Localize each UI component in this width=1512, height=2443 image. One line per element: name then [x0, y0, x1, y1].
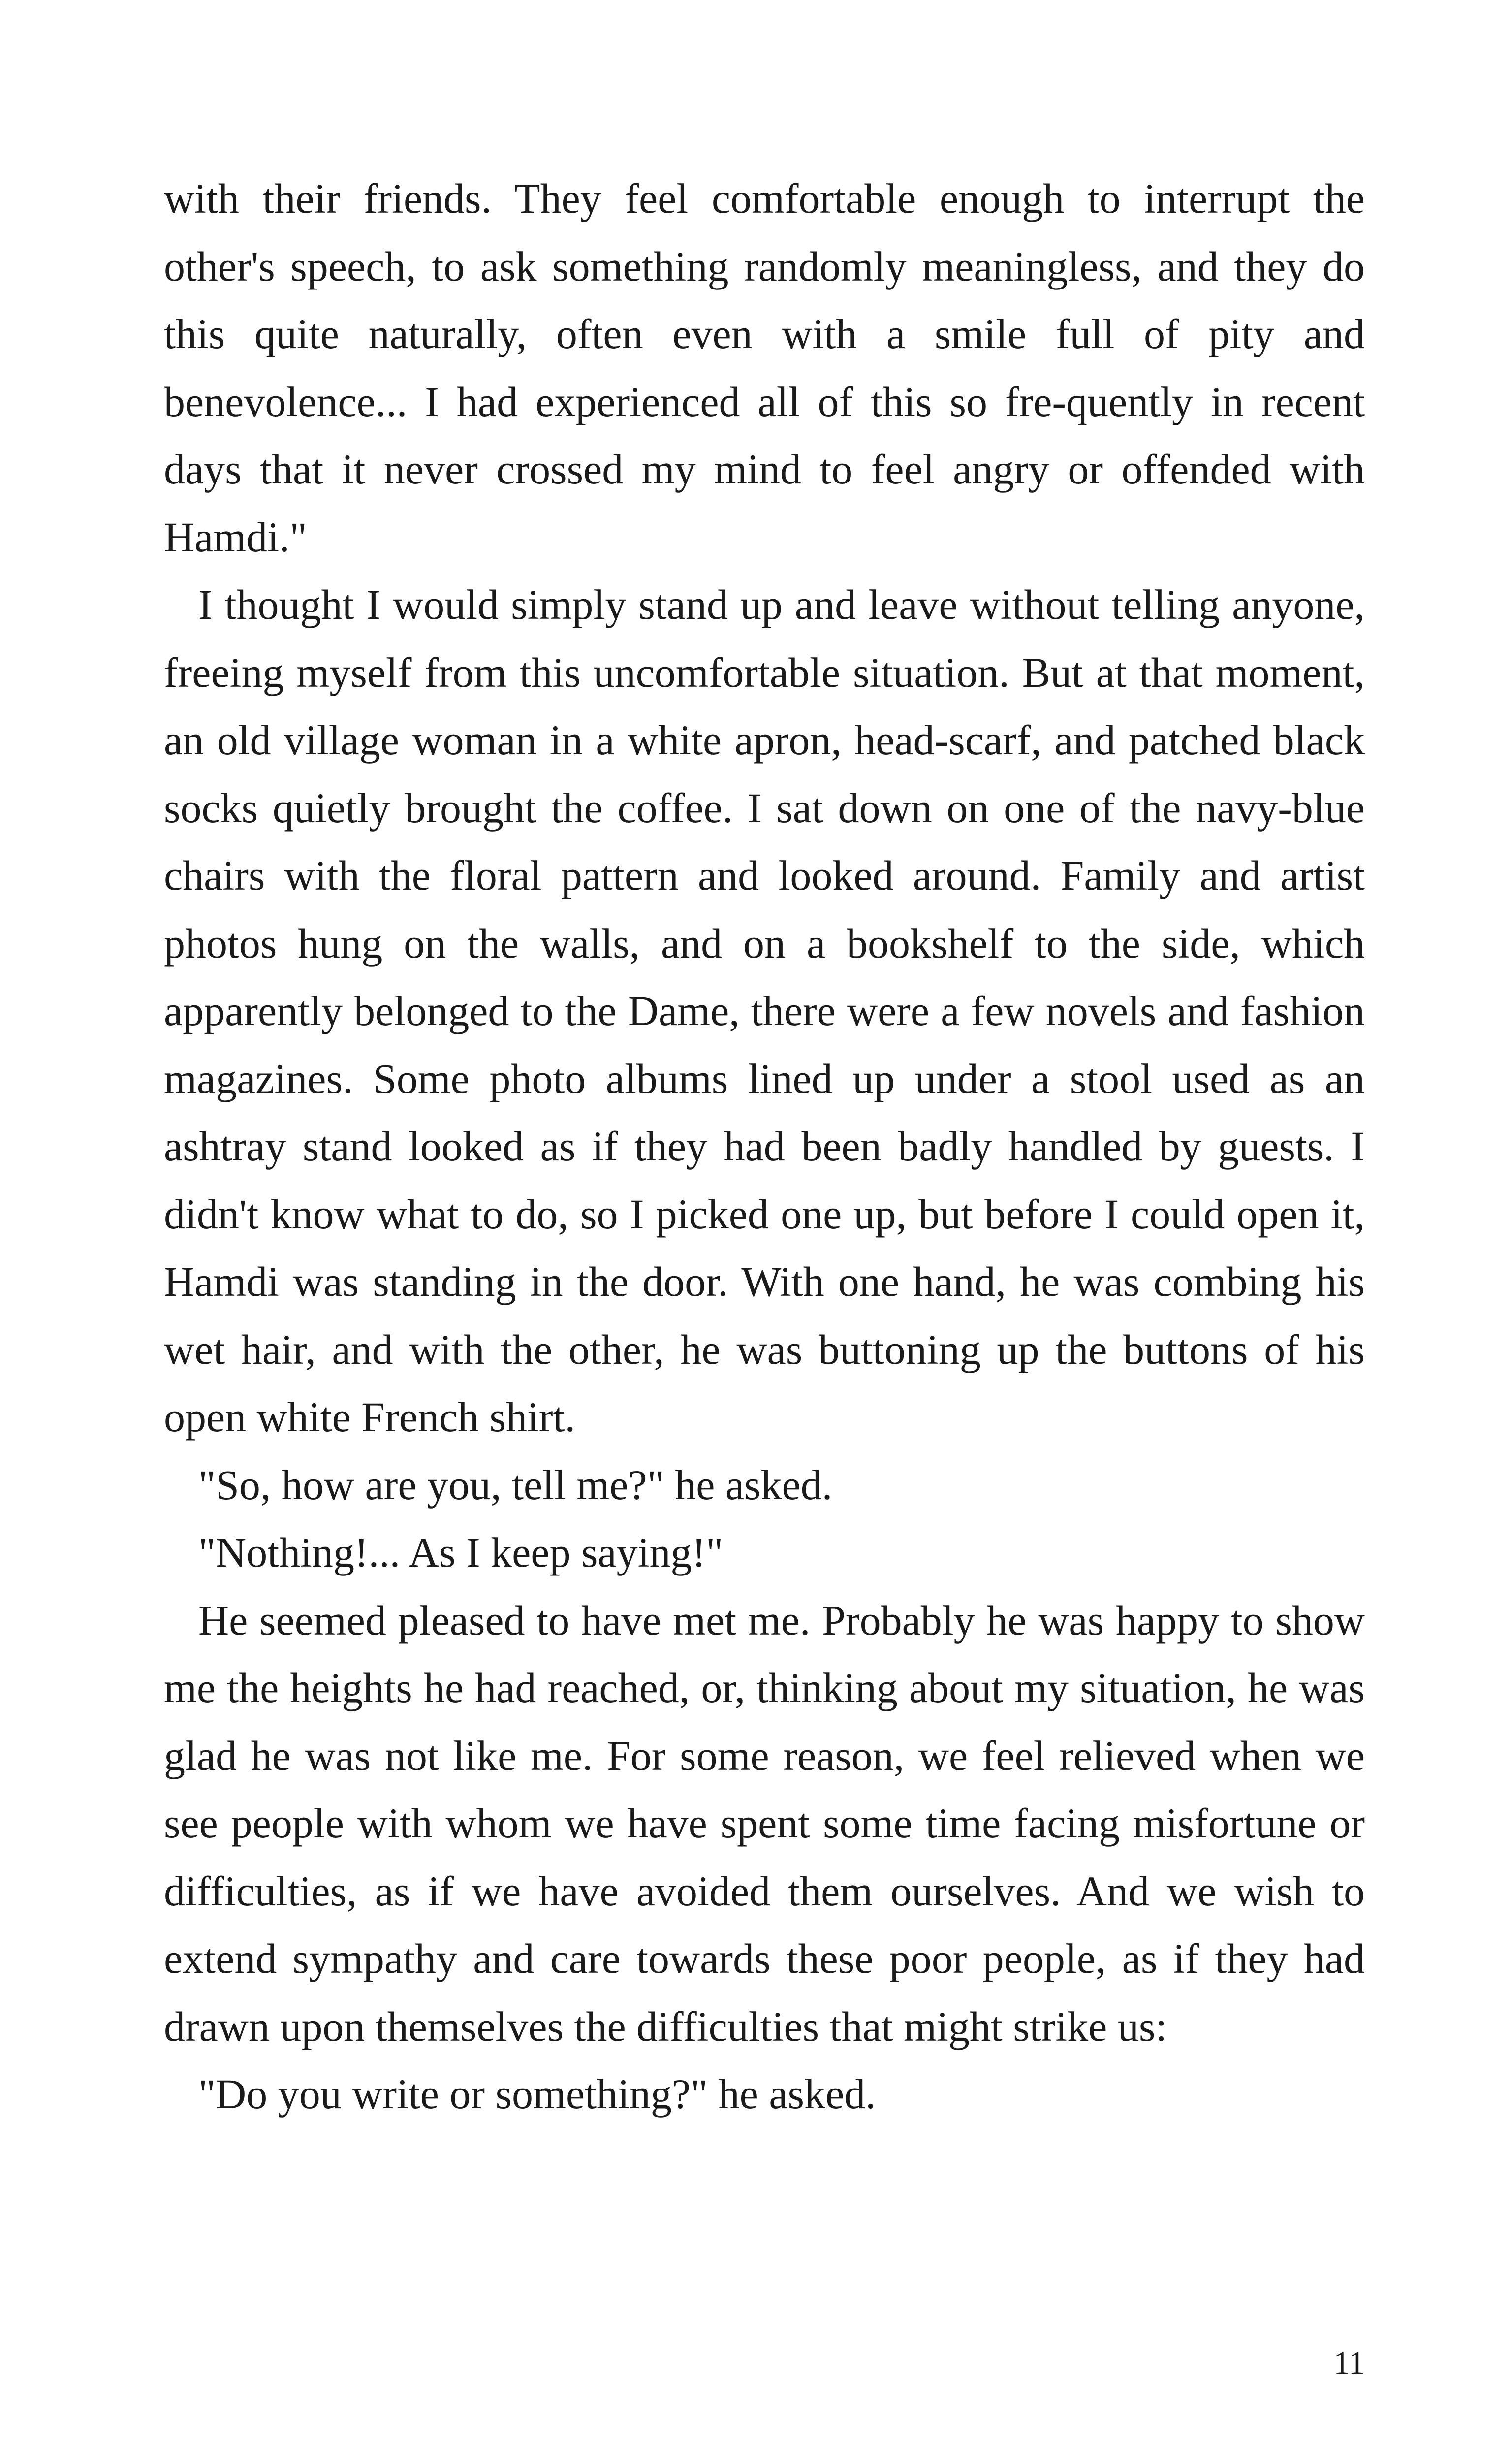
paragraph-pleased: He seemed pleased to have met me. Probably he was happy to show me the heights he had reached, or, thinking about my situation, he was glad he was not like me. For some reason, we feel relieved when we see people with whom we have spent some time facing misfortune or difficulties, as if we have avoided them ourselves. And we wish to extend sympathy and care towards these poor people, as if they had drawn upon themselves the difficulties that might strike us: — [164, 1596, 1365, 2050]
dialogue-how-are-you: "So, how are you, tell me?" he asked. — [198, 1461, 833, 1509]
paragraph-coffee-scene: I thought I would simply stand up and leave without telling anyone, freeing myself from this uncomfortable situation. But at that moment, an old village woman in a white apron, head-scarf, and patched black socks quietly brought the coffee. I sat down on one of the navy-blue chairs with the floral pattern and looked around. Family and artist photos hung on the walls, and on a bookshelf to the side, which apparently belonged to the Dame, there were a few novels and fashion magazines. Some photo albums lined up under a stool used as an ashtray stand looked as if they had been badly handled by guests. I didn't know what to do, so I picked one up, but before I could open it, Hamdi was standing in the door. With one hand, he was combing his wet hair, and with the other, he was buttoning up the buttons of his open white French shirt. — [164, 581, 1365, 1441]
body-text — [164, 165, 1365, 2128]
paragraph-continuation: with their friends. They feel comfortable enough to interrupt the other's speech, to ask something randomly meaningless, and they do this quite naturally, often even with a smile full of pity and benevolence... I had experienced all of this so fre-quently in recent days that it never crossed my mind to feel angry or offended with Hamdi." — [164, 175, 1365, 561]
page-number: 11 — [1333, 2345, 1365, 2381]
dialogue-do-you-write: "Do you write or something?" he asked. — [198, 2070, 876, 2118]
dialogue-nothing: "Nothing!... As I keep saying!" — [198, 1529, 724, 1576]
